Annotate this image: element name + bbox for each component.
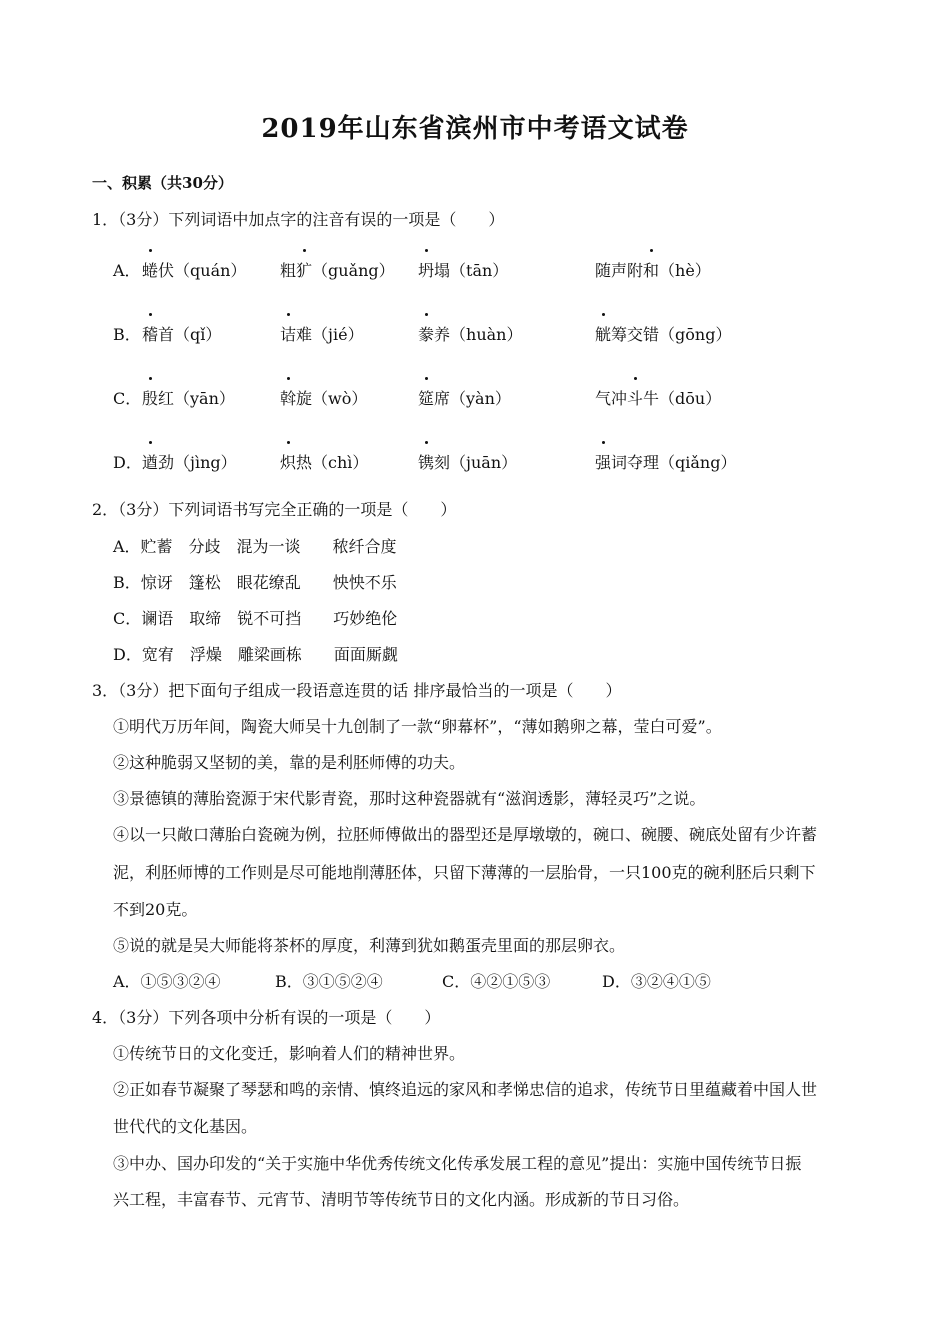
term-suffix: 劲（jìng） bbox=[158, 453, 237, 472]
question-2-option-a: A．贮蓄 分歧 混为一谈 秾纤合度 bbox=[113, 537, 397, 556]
dotted-character: 稽 bbox=[142, 322, 158, 345]
term-suffix: 红（yān） bbox=[158, 389, 235, 408]
question-1-option-label: A． bbox=[113, 261, 141, 280]
dotted-character: 豢 bbox=[418, 322, 434, 345]
dotted-character: 诘 bbox=[280, 322, 296, 345]
term-suffix: 难（jié） bbox=[296, 325, 364, 344]
term-prefix: 气冲 bbox=[595, 389, 628, 408]
dotted-character: 炽 bbox=[280, 450, 296, 473]
question-3-choice-d: D．③②④①⑤ bbox=[602, 972, 711, 991]
question-1-option-label: B． bbox=[113, 325, 141, 344]
question-1-term bbox=[280, 258, 395, 281]
question-3-sentence-1: ①明代万历年间，陶瓷大师吴十九创制了一款“卵幕杯”，“薄如鹅卵之幕，莹白可爱”。 bbox=[113, 717, 722, 736]
dotted-character: 斗 bbox=[627, 386, 643, 409]
question-3-sentence-2: ②这种脆弱又坚韧的美，靠的是利胚师傅的功夫。 bbox=[113, 753, 466, 772]
term-suffix: （hè） bbox=[659, 261, 711, 280]
dotted-character: 强 bbox=[595, 450, 611, 473]
dotted-character: 犷 bbox=[296, 258, 312, 281]
dotted-character: 和 bbox=[643, 258, 659, 281]
term-suffix: 词夺理（qiǎng） bbox=[611, 453, 737, 472]
term-suffix: 塌（tān） bbox=[434, 261, 509, 280]
question-4-sentence-3-cont: 兴工程，丰富春节、元宵节、清明节等传统节日的文化内涵。形成新的节日习俗。 bbox=[113, 1190, 690, 1209]
term-suffix: （guǎng） bbox=[312, 261, 395, 280]
question-1-term bbox=[280, 386, 367, 409]
question-1-term bbox=[280, 450, 368, 473]
term-suffix: 旋（wò） bbox=[296, 389, 368, 408]
question-1-term bbox=[142, 386, 235, 409]
question-1-stem: 1．（3分）下列词语中加点字的注音有误的一项是（ ） bbox=[92, 210, 505, 229]
question-3-sentence-5: ⑤说的就是吴大师能将茶杯的厚度，利薄到犹如鹅蛋壳里面的那层卵衣。 bbox=[113, 936, 626, 955]
dotted-character: 坍 bbox=[418, 258, 434, 281]
term-suffix: 席（yàn） bbox=[434, 389, 511, 408]
term-suffix: 热（chì） bbox=[296, 453, 369, 472]
term-suffix: 养（huàn） bbox=[434, 325, 523, 344]
question-4-sentence-1: ①传统节日的文化变迁，影响着人们的精神世界。 bbox=[113, 1044, 466, 1063]
question-4-sentence-3: ③中办、国办印发的“关于实施中华优秀传统文化传承发展工程的意见”提出：实施中国传统节日振 bbox=[113, 1154, 802, 1173]
dotted-character: 殷 bbox=[142, 386, 158, 409]
question-2-option-d: D．宽宥 浮燥 雕梁画栋 面面厮觑 bbox=[113, 645, 398, 664]
question-1-term bbox=[595, 386, 721, 409]
question-1-term bbox=[595, 258, 711, 281]
term-suffix: 刻（juān） bbox=[434, 453, 518, 472]
dotted-character: 筵 bbox=[418, 386, 434, 409]
question-1-term bbox=[418, 386, 511, 409]
term-prefix: 随声附 bbox=[595, 261, 644, 280]
term-prefix: 粗 bbox=[280, 261, 297, 280]
question-4-sentence-2: ②正如春节凝聚了琴瑟和鸣的亲情、慎终追远的家风和孝悌忠信的追求，传统节日里蕴藏着中国人世 bbox=[113, 1080, 818, 1099]
dotted-character: 遒 bbox=[142, 450, 158, 473]
dotted-character: 镌 bbox=[418, 450, 434, 473]
question-1-term bbox=[595, 322, 731, 345]
term-suffix: 牛（dōu） bbox=[643, 389, 722, 408]
dotted-character: 觥 bbox=[595, 322, 611, 345]
question-1-option-label: C． bbox=[113, 389, 142, 408]
question-2-option-b: B．惊讶 篷松 眼花缭乱 怏怏不乐 bbox=[113, 573, 397, 592]
term-suffix: 首（qǐ） bbox=[158, 325, 222, 344]
question-1-term bbox=[418, 258, 508, 281]
question-2-stem: 2．（3分）下列词语书写完全正确的一项是（ ） bbox=[92, 500, 457, 519]
question-3-sentence-4-end: 不到20克。 bbox=[113, 900, 198, 919]
question-1-option-label: D． bbox=[113, 453, 142, 472]
question-3-sentence-4-cont: 泥，利胚师博的工作则是尽可能地削薄胚体，只留下薄薄的一层胎骨，一只100克的碗利胚后只剩下 bbox=[113, 863, 816, 882]
question-1-term bbox=[280, 322, 364, 345]
question-1-term bbox=[142, 322, 221, 345]
question-3-sentence-3: ③景德镇的薄胎瓷源于宋代影青瓷，那时这种瓷器就有“滋润透影，薄轻灵巧”之说。 bbox=[113, 789, 706, 808]
section-heading: 一、积累（共30分） bbox=[92, 174, 233, 192]
question-1-term bbox=[595, 450, 736, 473]
question-1-term bbox=[142, 258, 246, 281]
question-3-choice-a: A．①⑤③②④ bbox=[113, 972, 221, 991]
term-suffix: 伏（quán） bbox=[158, 261, 247, 280]
question-1-term bbox=[142, 450, 237, 473]
dotted-character: 蜷 bbox=[142, 258, 158, 281]
question-3-choice-c: C．④②①⑤③ bbox=[442, 972, 551, 991]
dotted-character: 斡 bbox=[280, 386, 296, 409]
question-1-term bbox=[418, 322, 522, 345]
question-1-term bbox=[418, 450, 517, 473]
page-title: 2019年山东省滨州市中考语文试卷 bbox=[261, 114, 689, 144]
question-3-choice-b: B．③①⑤②④ bbox=[275, 972, 383, 991]
question-4-stem: 4．（3分）下列各项中分析有误的一项是（ ） bbox=[92, 1008, 441, 1027]
question-2-option-c: C．谰语 取缔 锐不可挡 巧妙绝伦 bbox=[113, 609, 398, 628]
question-4-sentence-2-cont: 世代代的文化基因。 bbox=[113, 1117, 258, 1136]
question-3-sentence-4: ④以一只敞口薄胎白瓷碗为例，拉胚师傅做出的器型还是厚墩墩的，碗口、碗腰、碗底处留有少许蓄 bbox=[113, 825, 818, 844]
question-3-stem: 3．（3分）把下面句子组成一段语意连贯的话 排序最恰当的一项是（ ） bbox=[92, 681, 622, 700]
term-suffix: 筹交错（gōng） bbox=[611, 325, 732, 344]
